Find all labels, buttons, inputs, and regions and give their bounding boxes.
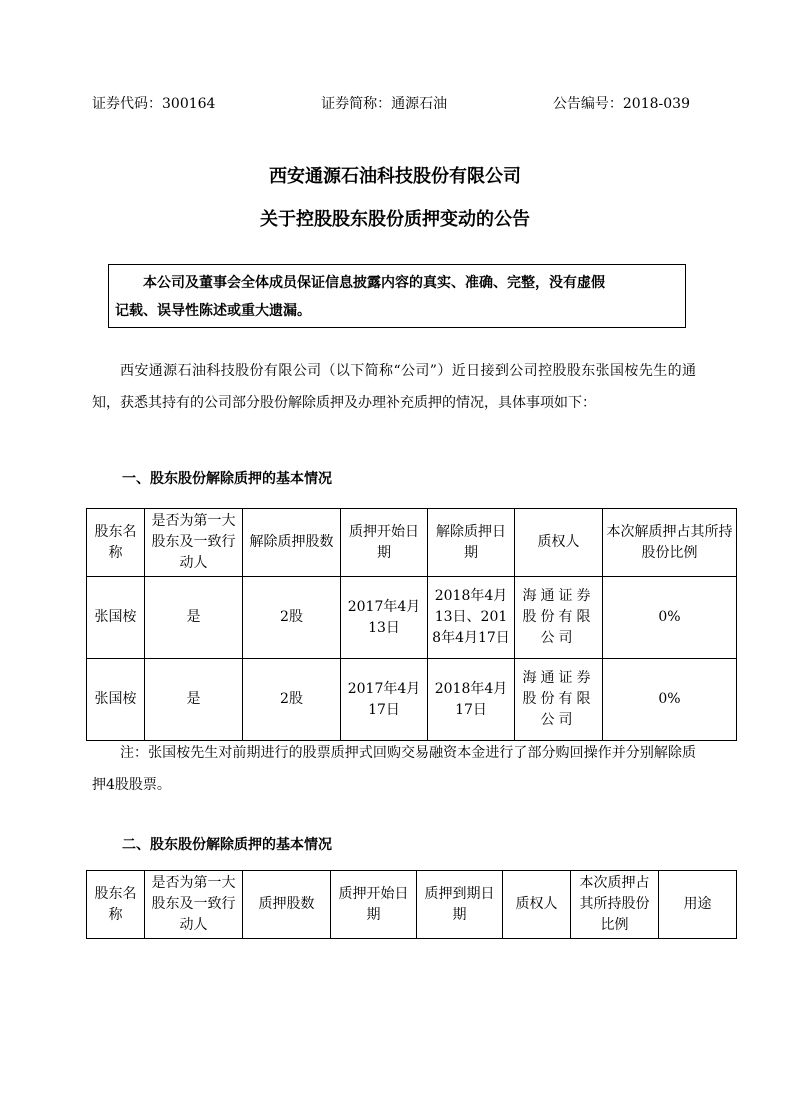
table-row: [87, 659, 737, 741]
table-header-cell: 质押开始日期: [331, 871, 417, 939]
table-note: 注：张国桉先生对前期进行的股票质押式回购交易融资本金进行了部分购回操作并分别解除质押4股股票。: [92, 745, 696, 793]
table-header-row: [87, 871, 737, 939]
document-header: [92, 93, 690, 113]
announcement-title: 关于控股股东股份质押变动的公告: [260, 209, 530, 230]
stock-short-name: 证券简称：通源石油: [321, 96, 448, 112]
disclaimer-line-2: 记载、误导性陈述或重大遗漏。: [115, 303, 311, 319]
section-2-heading: 二、股东股份解除质押的基本情况: [122, 837, 332, 853]
table-cell: 海通证券股份有限公司: [515, 577, 603, 659]
table-header-cell: 质权人: [503, 871, 571, 939]
company-title: 西安通源石油科技股份有限公司: [269, 166, 521, 187]
table-cell: 是: [145, 577, 243, 659]
table-header-cell: 解除质押日期: [428, 509, 515, 577]
table-cell: 0%: [603, 577, 737, 659]
table-header-cell: 质押到期日期: [417, 871, 503, 939]
stock-code: 证券代码：300164: [92, 96, 216, 112]
table-header-row: [87, 509, 737, 577]
disclaimer-line-1: 本公司及董事会全体成员保证信息披露内容的真实、准确、完整，没有虚假: [143, 275, 605, 291]
table-header-cell: 股东名称: [87, 871, 145, 939]
table-row: [87, 577, 737, 659]
table-cell: 2股: [243, 659, 341, 741]
table-header-cell: 质权人: [515, 509, 603, 577]
table-cell: 2018年4月13日、2018年4月17日: [428, 577, 515, 659]
table-header-cell: 本次解质押占其所持股份比例: [603, 509, 737, 577]
table-cell: 张国桉: [87, 659, 145, 741]
table-cell: 2017年4月13日: [341, 577, 428, 659]
table-header-cell: 质押股数: [243, 871, 331, 939]
disclaimer-box: [108, 264, 686, 328]
section-1-heading: 一、股东股份解除质押的基本情况: [122, 471, 332, 487]
release-pledge-table: [86, 508, 737, 741]
intro-paragraph: 西安通源石油科技股份有限公司（以下简称“公司”）近日接到公司控股股东张国桉先生的通知，获悉其持有的公司部分股份解除质押及办理补充质押的情况，具体事项如下：: [92, 363, 696, 411]
announcement-number: 公告编号：2018-039: [552, 96, 690, 112]
table-header-cell: 质押开始日期: [341, 509, 428, 577]
table-cell: 2股: [243, 577, 341, 659]
table-header-cell: 解除质押股数: [243, 509, 341, 577]
table-cell: 2018年4月17日: [428, 659, 515, 741]
table-header-cell: 股东名称: [87, 509, 145, 577]
table-header-cell: 用途: [659, 871, 737, 939]
table-cell: 2017年4月17日: [341, 659, 428, 741]
pledge-table: [86, 870, 737, 939]
table-cell: 海通证券股份有限公司: [515, 659, 603, 741]
table-cell: 0%: [603, 659, 737, 741]
table-cell: 是: [145, 659, 243, 741]
table-header-cell: 本次质押占其所持股份比例: [571, 871, 659, 939]
table-header-cell: 是否为第一大股东及一致行动人: [145, 509, 243, 577]
table-cell: 张国桉: [87, 577, 145, 659]
table-header-cell: 是否为第一大股东及一致行动人: [145, 871, 243, 939]
